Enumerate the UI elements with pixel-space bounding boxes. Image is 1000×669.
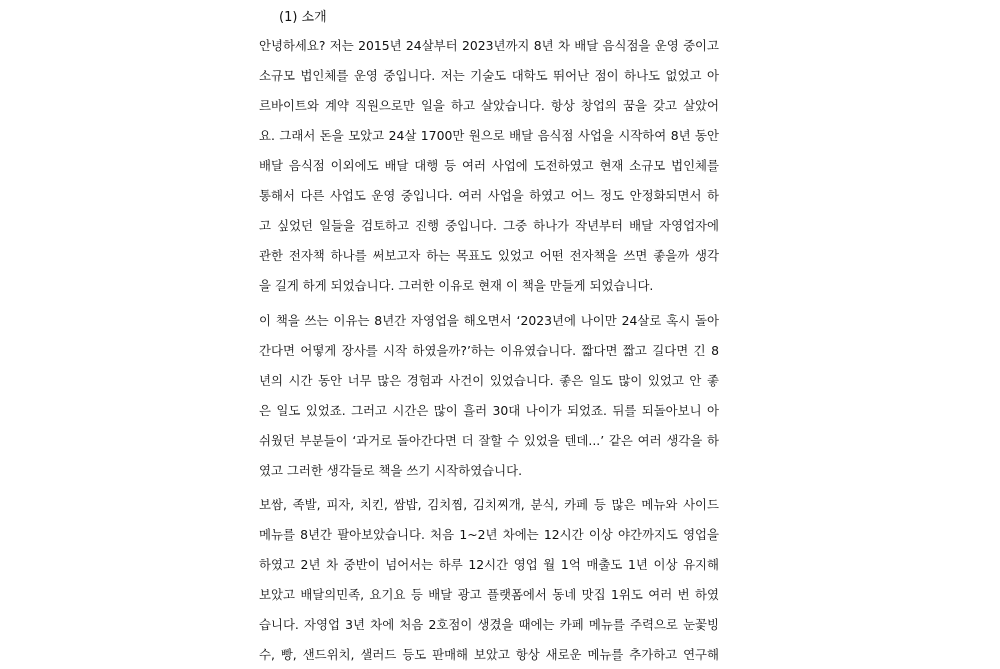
paragraph-2-line-6: 였고 그러한 생각들로 책을 쓰기 시작하였습니다.: [259, 463, 523, 478]
paragraph-2-line-2: 간다면 어떻게 장사를 시작 하였을까?’하는 이유였습니다. 짧다면 짧고 길다면 긴 8: [259, 343, 719, 358]
paragraph-1-line-6: 통해서 다른 사업도 운영 중입니다. 여러 사업을 하였고 어느 정도 안정화되면서 하: [259, 188, 719, 203]
paragraph-1-line-9: 을 길게 하게 되었습니다. 그러한 이유로 현재 이 책을 만들게 되었습니다.: [259, 278, 654, 293]
paragraph-1-line-7: 고 싶었던 일들을 검토하고 진행 중입니다. 그중 하나가 작년부터 배달 자영업자에: [259, 218, 719, 233]
paragraph-3-line-2: 메뉴를 8년간 팔아보았습니다. 처음 1~2년 차에는 12시간 이상 야간까지도 영업을: [259, 527, 719, 542]
paragraph-2-line-1: 이 책을 쓰는 이유는 8년간 자영업을 해오면서 ‘2023년에 나이만 24살로 혹시 돌아: [259, 313, 719, 328]
paragraph-2-line-4: 은 일도 있었죠. 그러고 시간은 많이 흘러 30대 나이가 되었죠. 뒤를 되돌아보니 아: [259, 403, 719, 418]
document-page: [259, 0, 719, 669]
section-heading: (1) 소개: [279, 10, 327, 25]
paragraph-2-line-3: 년의 시간 동안 너무 많은 경험과 사건이 있었습니다. 좋은 일도 많이 있었고 안 좋: [259, 373, 719, 388]
paragraph-1-line-2: 소규모 법인체를 운영 중입니다. 저는 기술도 대학도 뛰어난 점이 하나도 없었고 아: [259, 68, 719, 83]
paragraph-3-line-6: 수, 빵, 샌드위치, 샐러드 등도 판매해 보았고 항상 새로운 메뉴를 추가하고 연구해: [259, 647, 719, 662]
paragraph-3-line-1: 보쌈, 족발, 피자, 치킨, 쌈밥, 김치찜, 김치찌개, 분식, 카페 등 많은 메뉴와 사이드: [259, 497, 719, 512]
paragraph-3-line-3: 하였고 2년 차 중반이 넘어서는 하루 12시간 영업 월 1억 매출도 1년 이상 유지해: [259, 557, 719, 572]
paragraph-3-line-4: 보았고 배달의민족, 요기요 등 배달 광고 플랫폼에서 동네 맛집 1위도 여러 번 하였: [259, 587, 719, 602]
paragraph-1-line-1: 안녕하세요? 저는 2015년 24살부터 2023년까지 8년 차 배달 음식점을 운영 중이고: [259, 38, 719, 53]
paragraph-1-line-3: 르바이트와 계약 직원으로만 일을 하고 살았습니다. 항상 창업의 꿈을 갖고 살았어: [259, 98, 719, 113]
paragraph-1-line-4: 요. 그래서 돈을 모았고 24살 1700만 원으로 배달 음식점 사업을 시작하여 8년 동안: [259, 128, 719, 143]
paragraph-1-line-5: 배달 음식점 이외에도 배달 대행 등 여러 사업에 도전하였고 현재 소규모 법인체를: [259, 158, 719, 173]
paragraph-2-line-5: 쉬웠던 부분들이 ‘과거로 돌아간다면 더 잘할 수 있었을 텐데...’ 같은 여러 생각을 하: [259, 433, 719, 448]
paragraph-3-line-5: 습니다. 자영업 3년 차에 처음 2호점이 생겼을 때에는 카페 메뉴를 주력으로 눈꽃빙: [259, 617, 719, 632]
paragraph-1-line-8: 관한 전자책 하나를 써보고자 하는 목표도 있었고 어떤 전자책을 쓰면 좋을까 생각: [259, 248, 719, 263]
